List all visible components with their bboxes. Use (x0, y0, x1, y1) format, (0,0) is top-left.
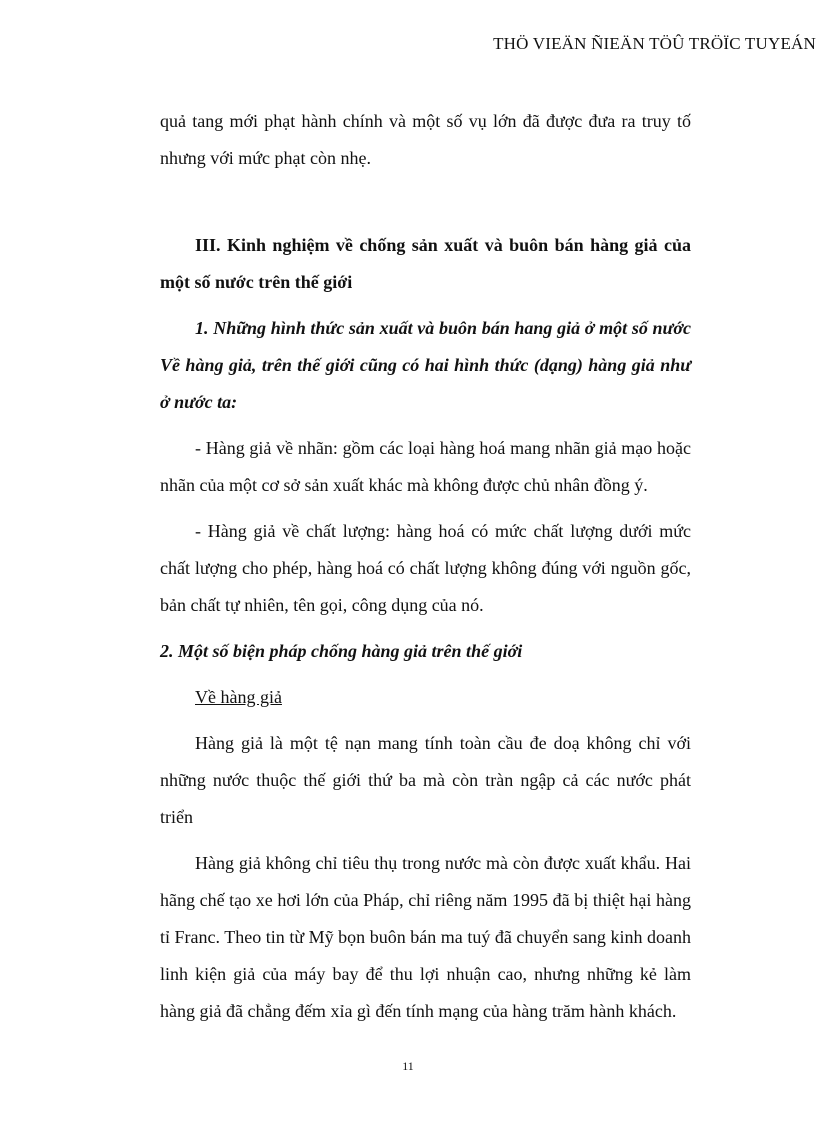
paragraph-fake-quality: - Hàng giả về chất lượng: hàng hoá có mức chất lượng dưới mức chất lượng cho phép, hàng hoá có chất lượng không đúng với nguồn gốc, bản chất tự nhiên, tên gọi, công dụng của nó. (160, 521, 691, 615)
subsection-heading-1: 1. Những hình thức sản xuất và buôn bán hang giả ở một số nước Về hàng giả, trên thế giới cũng có hai hình thức (dạng) hàng giả như ở nước ta: (160, 318, 691, 412)
subsection-heading-2: 2. Một số biện pháp chống hàng giả trên thế giới (160, 641, 523, 661)
paragraph-intro: quả tang mới phạt hành chính và một số vụ lớn đã được đưa ra truy tố nhưng với mức phạt còn nhẹ. (160, 111, 691, 168)
page-number: 11 (402, 1059, 414, 1073)
document-body (160, 103, 691, 1030)
section-heading: III. Kinh nghiệm về chống sản xuất và buôn bán hàng giả của một số nước trên thế giới (160, 235, 691, 292)
underlined-subheading (160, 679, 691, 716)
paragraph-global-issue: Hàng giả là một tệ nạn mang tính toàn cầu đe doạ không chỉ với những nước thuộc thế giới thứ ba mà còn tràn ngập cả các nước phát triển (160, 733, 691, 827)
paragraph-fake-label: - Hàng giả về nhãn: gồm các loại hàng hoá mang nhãn giả mạo hoặc nhãn của một cơ sở sản xuất khác mà không được chủ nhân đồng ý. (160, 438, 691, 495)
paragraph-export: Hàng giả không chỉ tiêu thụ trong nước mà còn được xuất khẩu. Hai hãng chế tạo xe hơi lớn của Pháp, chỉ riêng năm 1995 đã bị thiệt hại hàng tỉ Franc. Theo tin từ Mỹ bọn buôn bán ma tuý đã chuyển sang kinh doanh linh kiện giả của máy bay để thu lợi nhuận cao, nhưng những kẻ làm hàng giả đã chẳng đếm xỉa gì đến tính mạng của hàng trăm hành khách. (160, 853, 691, 1021)
page-header: THÖ VIEÄN ÑIEÄN TÖÛ TRÖÏC TUYEÁN (493, 34, 816, 53)
underlined-subheading-text: Về hàng giả (195, 687, 282, 707)
